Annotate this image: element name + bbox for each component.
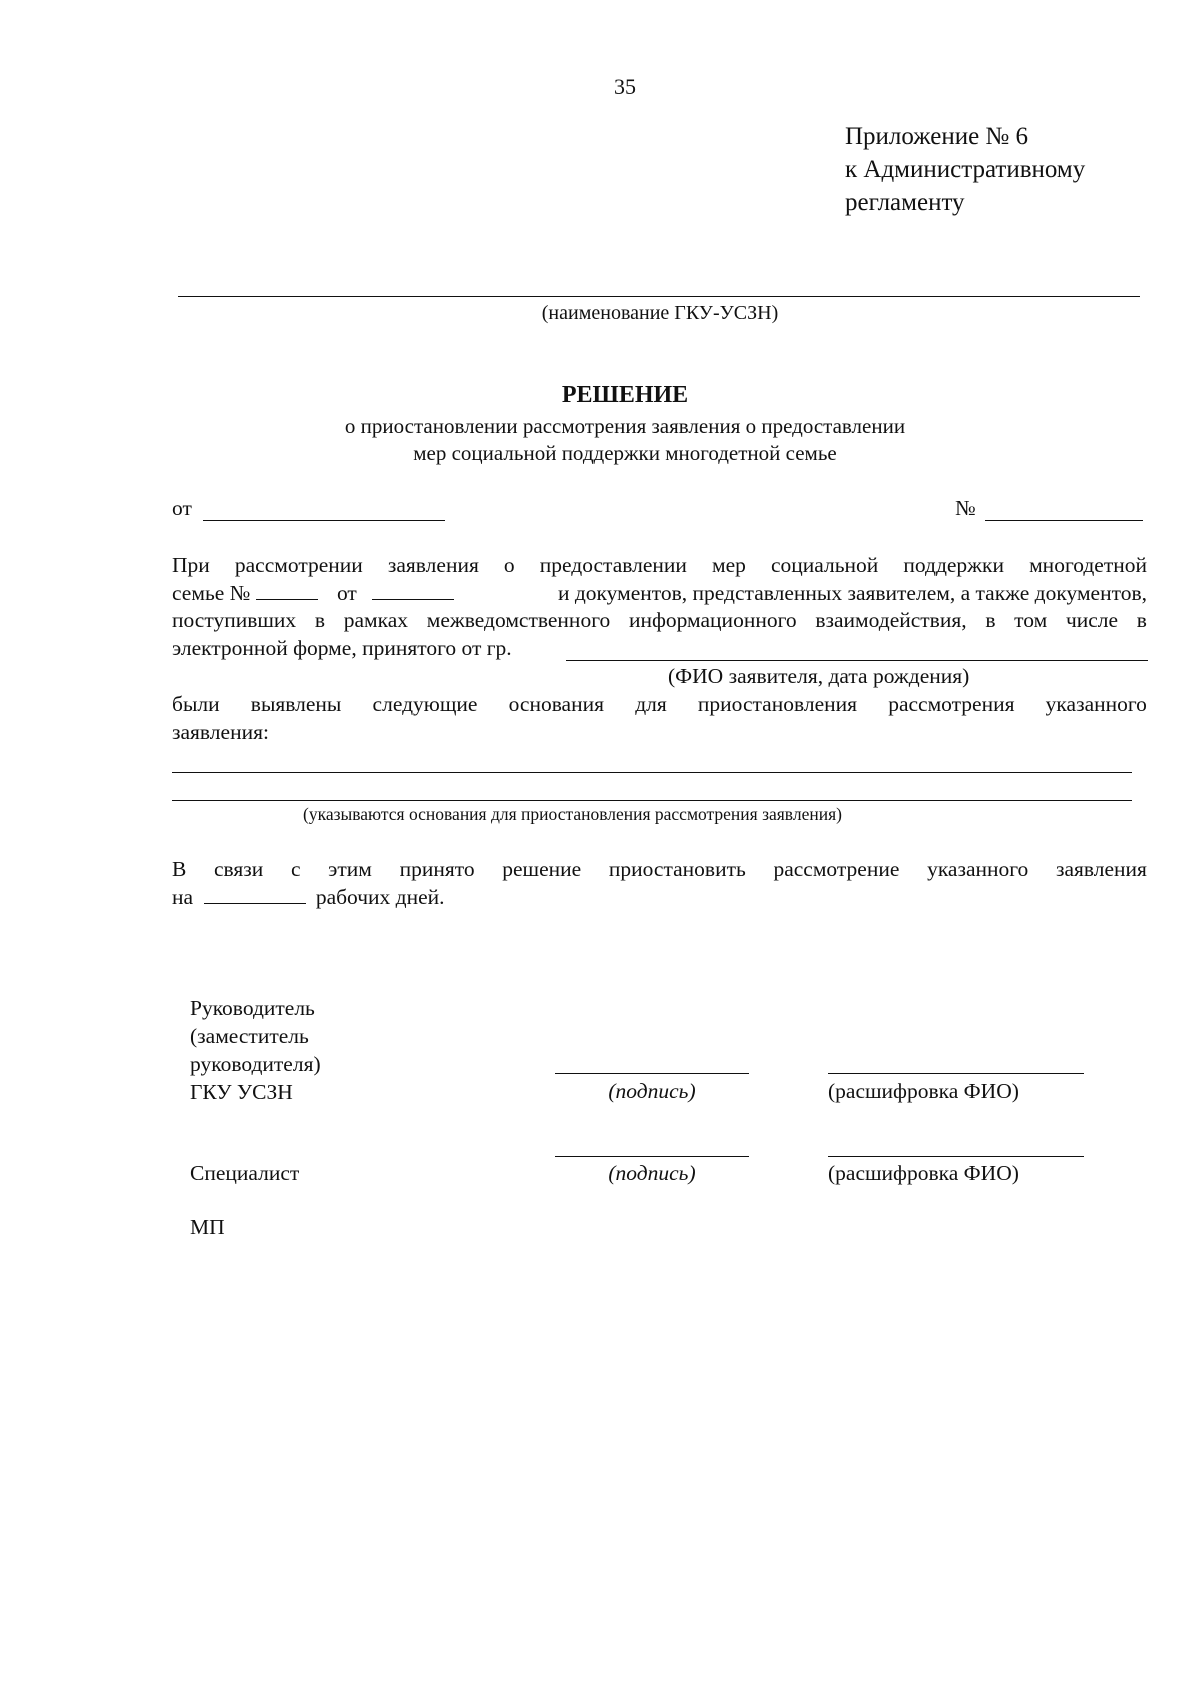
document-title: РЕШЕНИЕ bbox=[561, 382, 689, 408]
head-title-line: руководителя) bbox=[190, 1052, 321, 1076]
application-number-blank bbox=[256, 581, 318, 600]
paragraph-word: поступивших bbox=[172, 608, 297, 632]
number-label: № bbox=[955, 496, 976, 520]
paragraph-word: в bbox=[1136, 608, 1147, 632]
specialist-name-line bbox=[828, 1156, 1084, 1157]
paragraph-word: для bbox=[635, 692, 667, 716]
number-blank-line bbox=[985, 520, 1143, 521]
paragraph-word: том bbox=[1014, 608, 1048, 632]
paragraph-word: многодетной bbox=[1029, 553, 1147, 577]
paragraph-word: указанного bbox=[1045, 692, 1147, 716]
applicant-caption: (ФИО заявителя, дата рождения) bbox=[668, 664, 970, 688]
paragraph-word: были bbox=[172, 692, 220, 716]
paragraph-word: информационного bbox=[628, 608, 797, 632]
paragraph-line bbox=[172, 885, 445, 910]
paragraph-word: предоставлении bbox=[539, 553, 687, 577]
paragraph-word: мер bbox=[711, 553, 746, 577]
paragraph-word: этим bbox=[328, 857, 372, 881]
paragraph-word: в bbox=[985, 608, 996, 632]
appendix-line: Приложение № 6 bbox=[845, 123, 1029, 150]
paragraph-word: заявления bbox=[1055, 857, 1147, 881]
application-date-blank bbox=[372, 581, 454, 600]
name-caption: (расшифровка ФИО) bbox=[828, 1079, 1019, 1103]
paragraph-word: рамках bbox=[343, 608, 409, 632]
appendix-block bbox=[845, 120, 1085, 219]
paragraph-word: приостановления bbox=[697, 692, 858, 716]
paragraph-line bbox=[172, 608, 1147, 633]
days-label: на bbox=[172, 885, 194, 909]
signature-caption: (подпись) bbox=[608, 1161, 696, 1185]
paragraph-word: заявления bbox=[387, 553, 479, 577]
family-number-label: семье № bbox=[172, 581, 251, 605]
head-title-block bbox=[190, 994, 321, 1106]
paragraph-word: с bbox=[290, 857, 301, 881]
paragraph-word: о bbox=[503, 553, 515, 577]
specialist-label: Специалист bbox=[190, 1161, 300, 1185]
signature-caption: (подпись) bbox=[608, 1079, 696, 1103]
head-title-line: Руководитель bbox=[190, 996, 315, 1020]
head-name-line bbox=[828, 1073, 1084, 1074]
paragraph-word: рассмотрение bbox=[773, 857, 900, 881]
applicant-blank-line bbox=[566, 660, 1148, 661]
paragraph-word: рассмотрения bbox=[888, 692, 1015, 716]
paragraph-text: и документов, представленных заявителем, а также документов, bbox=[557, 581, 1147, 605]
page-number: 35 bbox=[614, 74, 636, 99]
paragraph-word: следующие bbox=[372, 692, 478, 716]
paragraph-word: рассмотрении bbox=[234, 553, 363, 577]
paragraph-word: указанного bbox=[927, 857, 1029, 881]
org-name-line bbox=[178, 296, 1140, 297]
paragraph-line bbox=[172, 692, 1147, 717]
paragraph-word: основания bbox=[508, 692, 605, 716]
paragraph-line bbox=[172, 581, 454, 606]
application-date-label: от bbox=[336, 581, 357, 605]
paragraph-word: решение bbox=[502, 857, 582, 881]
paragraph-line bbox=[172, 857, 1147, 882]
paragraph-word: социальной bbox=[770, 553, 879, 577]
paragraph-word: В bbox=[172, 857, 187, 881]
org-caption: (наименование ГКУ-УСЗН) bbox=[541, 302, 779, 324]
paragraph-text: электронной форме, принятого от гр. bbox=[172, 636, 512, 660]
name-caption: (расшифровка ФИО) bbox=[828, 1161, 1019, 1185]
paragraph-word: межведомственного bbox=[426, 608, 611, 632]
head-title-line: (заместитель bbox=[190, 1024, 309, 1048]
paragraph-line bbox=[172, 553, 1147, 578]
appendix-line: регламенту bbox=[845, 189, 965, 216]
specialist-signature-line bbox=[555, 1156, 749, 1157]
grounds-blank-line bbox=[172, 800, 1132, 801]
head-signature-line bbox=[555, 1073, 749, 1074]
paragraph-word: взаимодействия, bbox=[815, 608, 967, 632]
paragraph-word: выявлены bbox=[250, 692, 342, 716]
days-text: рабочих дней. bbox=[315, 885, 445, 909]
paragraph-text: заявления: bbox=[172, 720, 269, 744]
paragraph-word: поддержки bbox=[903, 553, 1004, 577]
paragraph-word: приостановить bbox=[608, 857, 746, 881]
days-blank bbox=[204, 885, 306, 904]
appendix-line: к Административному bbox=[845, 156, 1086, 183]
subtitle-line: мер социальной поддержки многодетной семье bbox=[413, 441, 837, 465]
date-blank-line bbox=[203, 520, 445, 521]
paragraph-word: связи bbox=[214, 857, 264, 881]
grounds-caption: (указываются основания для приостановления рассмотрения заявления) bbox=[303, 804, 842, 824]
paragraph-word: принято bbox=[399, 857, 475, 881]
subtitle-line: о приостановлении рассмотрения заявления о предоставлении bbox=[344, 414, 906, 438]
date-label: от bbox=[172, 496, 192, 520]
paragraph-word: в bbox=[314, 608, 326, 632]
grounds-blank-line bbox=[172, 772, 1132, 773]
seal-label: МП bbox=[190, 1215, 225, 1239]
paragraph-word: При bbox=[172, 553, 210, 577]
head-title-line: ГКУ УСЗН bbox=[190, 1080, 293, 1104]
paragraph-word: числе bbox=[1065, 608, 1119, 632]
